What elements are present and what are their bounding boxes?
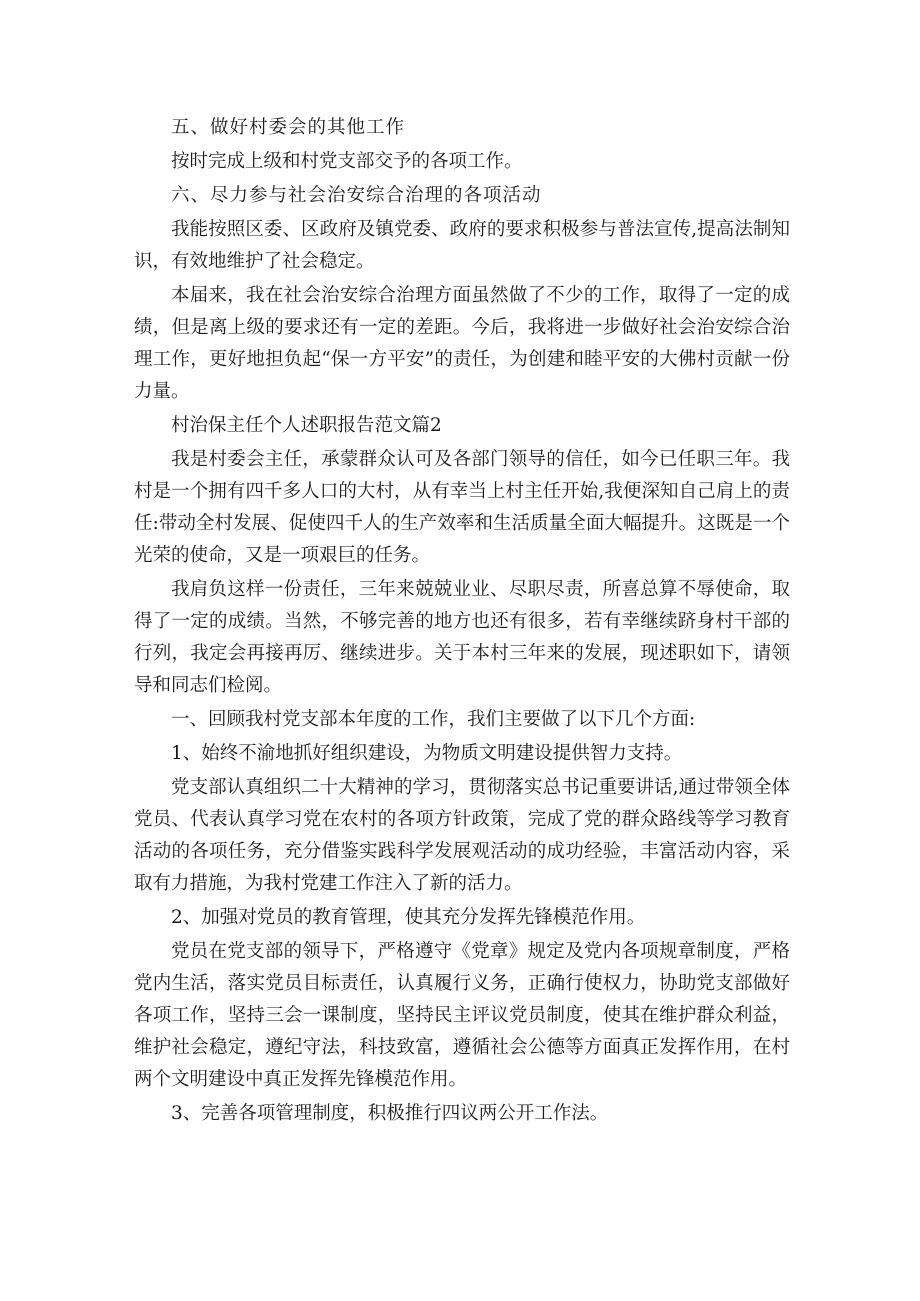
paragraph: 我肩负这样一份责任，三年来兢兢业业、尽职尽责，所喜总算不辱使命，取得了一定的成绩。当然，不够完善的地方也还有很多，若有幸继续跻身村干部的行列，我定会再接再厉、继续进步。关于本村三年来的发展，现述职如下，请领导和同志们检阅。 <box>134 579 790 696</box>
document-body <box>134 112 790 1132</box>
paragraph: 本届来，我在社会治安综合治理方面虽然做了不少的工作，取得了一定的成绩，但是离上级的要求还有一定的差距。今后，我将进一步做好社会治安综合治理工作，更好地担负起“保一方平安”的责任，为创建和睦平安的大佛村贡献一份力量。 <box>134 285 790 402</box>
section-heading-6: 六、尽力参与社会治安综合治理的各项活动 <box>171 185 542 206</box>
paragraph: 我能按照区委、区政府及镇党委、政府的要求积极参与普法宣传,提高法制知识，有效地维护了社会稳定。 <box>134 219 790 272</box>
subsection-heading-3: 3、完善各项管理制度，积极推行四议两公开工作法。 <box>171 1103 609 1124</box>
paragraph: 按时完成上级和村党支部交予的各项工作。 <box>171 151 523 172</box>
paragraph: 党支部认真组织二十大精神的学习，贯彻落实总书记重要讲话,通过带领全体党员、代表认真学习党在农村的各项方针政策，完成了党的群众路线等学习教育活动的各项任务，充分借鉴实践科学发展观活动的成功经验，丰富活动内容，采取有力措施，为我村党建工作注入了新的活力。 <box>134 777 790 894</box>
paragraph: 我是村委会主任，承蒙群众认可及各部门领导的信任，如今已任职三年。我村是一个拥有四千多人口的大村，从有幸当上村主任开始,我便深知自己肩上的责任:带动全村发展、促使四千人的生产效率和生活质量全面大幅提升。这既是一个光荣的使命，又是一项艰巨的任务。 <box>134 449 790 566</box>
section-heading-5: 五、做好村委会的其他工作 <box>171 117 406 138</box>
subsection-heading-2: 2、加强对党员的教育管理，使其充分发挥先锋模范作用。 <box>171 907 646 928</box>
article-title: 村治保主任个人述职报告范文篇2 <box>171 415 442 436</box>
section-heading-1: 一、回顾我村党支部本年度的工作，我们主要做了以下几个方面: <box>171 709 696 730</box>
paragraph: 党员在党支部的领导下，严格遵守《党章》规定及党内各项规章制度，严格党内生活，落实党员目标责任，认真履行义务，正确行使权力，协助党支部做好各项工作，坚持三会一课制度，坚持民主评议党员制度，使其在维护群众利益，维护社会稳定，遵纪守法，科技致富，遵循社会公德等方面真正发挥作用，在村两个文明建设中真正发挥先锋模范作用。 <box>134 941 790 1090</box>
subsection-heading-1: 1、始终不渝地抓好组织建设，为物质文明建设提供智力支持。 <box>171 743 683 764</box>
